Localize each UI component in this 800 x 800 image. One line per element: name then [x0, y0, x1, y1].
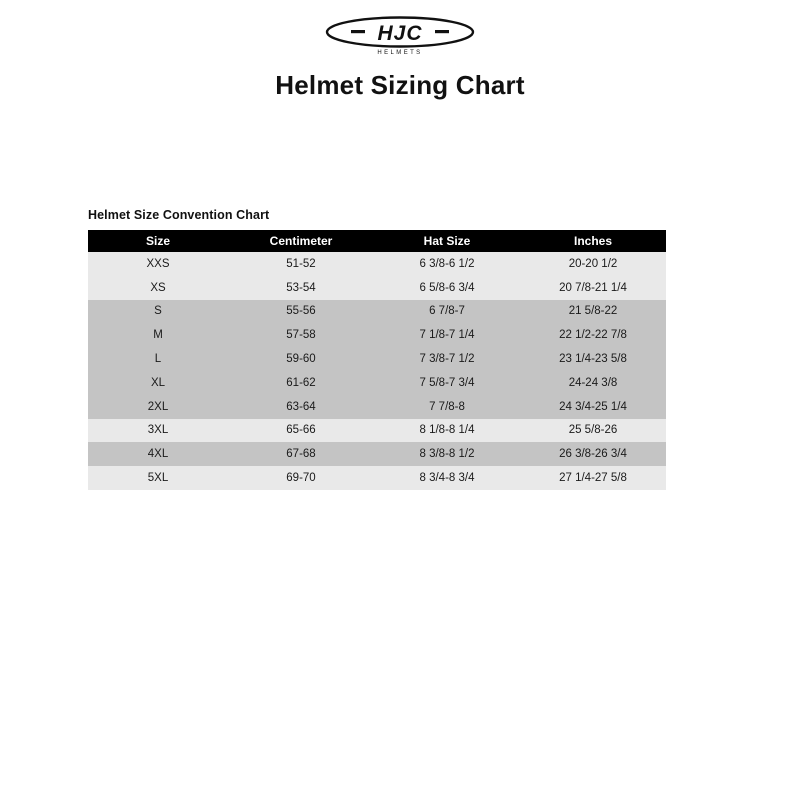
table-row [88, 300, 666, 324]
cell-inches: 26 3/8-26 3/4 [520, 442, 666, 466]
cell-size: XL [88, 371, 228, 395]
cell-inches: 24-24 3/8 [520, 371, 666, 395]
hjc-logo-icon [325, 16, 475, 58]
column-header-centimeter: Centimeter [228, 230, 374, 252]
cell-inches: 21 5/8-22 [520, 300, 666, 324]
cell-hat-size: 7 1/8-7 1/4 [374, 323, 520, 347]
column-header-inches: Inches [520, 230, 666, 252]
table-row [88, 371, 666, 395]
table-row [88, 347, 666, 371]
cell-size: 4XL [88, 442, 228, 466]
cell-centimeter: 57-58 [228, 323, 374, 347]
helmet-size-table [88, 230, 666, 490]
cell-inches: 25 5/8-26 [520, 419, 666, 443]
cell-inches: 24 3/4-25 1/4 [520, 395, 666, 419]
table-row [88, 466, 666, 490]
cell-centimeter: 51-52 [228, 252, 374, 276]
cell-inches: 20 7/8-21 1/4 [520, 276, 666, 300]
cell-size: XXS [88, 252, 228, 276]
page-title: Helmet Sizing Chart [275, 70, 525, 100]
table-row [88, 419, 666, 443]
cell-centimeter: 55-56 [228, 300, 374, 324]
logo-container [0, 16, 800, 58]
cell-centimeter: 65-66 [228, 419, 374, 443]
cell-hat-size: 7 3/8-7 1/2 [374, 347, 520, 371]
cell-hat-size: 7 5/8-7 3/4 [374, 371, 520, 395]
cell-size: 2XL [88, 395, 228, 419]
cell-size: L [88, 347, 228, 371]
table-row [88, 276, 666, 300]
cell-size: M [88, 323, 228, 347]
table-caption: Helmet Size Convention Chart [88, 208, 270, 222]
cell-hat-size: 8 3/4-8 3/4 [374, 466, 520, 490]
cell-hat-size: 7 7/8-8 [374, 395, 520, 419]
cell-inches: 22 1/2-22 7/8 [520, 323, 666, 347]
svg-text:HELMETS: HELMETS [377, 50, 423, 56]
cell-centimeter: 61-62 [228, 371, 374, 395]
cell-centimeter: 67-68 [228, 442, 374, 466]
cell-size: 5XL [88, 466, 228, 490]
cell-hat-size: 6 3/8-6 1/2 [374, 252, 520, 276]
cell-hat-size: 8 3/8-8 1/2 [374, 442, 520, 466]
cell-inches: 20-20 1/2 [520, 252, 666, 276]
size-chart-block [88, 208, 666, 490]
cell-size: S [88, 300, 228, 324]
column-header-size: Size [88, 230, 228, 252]
cell-size: XS [88, 276, 228, 300]
column-header-hat-size: Hat Size [374, 230, 520, 252]
cell-centimeter: 53-54 [228, 276, 374, 300]
table-row [88, 395, 666, 419]
cell-hat-size: 8 1/8-8 1/4 [374, 419, 520, 443]
cell-inches: 23 1/4-23 5/8 [520, 347, 666, 371]
table-row [88, 252, 666, 276]
cell-inches: 27 1/4-27 5/8 [520, 466, 666, 490]
cell-centimeter: 69-70 [228, 466, 374, 490]
table-row [88, 442, 666, 466]
cell-centimeter: 59-60 [228, 347, 374, 371]
cell-hat-size: 6 5/8-6 3/4 [374, 276, 520, 300]
cell-size: 3XL [88, 419, 228, 443]
cell-hat-size: 6 7/8-7 [374, 300, 520, 324]
table-header-row [88, 230, 666, 252]
table-row [88, 323, 666, 347]
cell-centimeter: 63-64 [228, 395, 374, 419]
svg-text:HJC: HJC [377, 22, 423, 45]
